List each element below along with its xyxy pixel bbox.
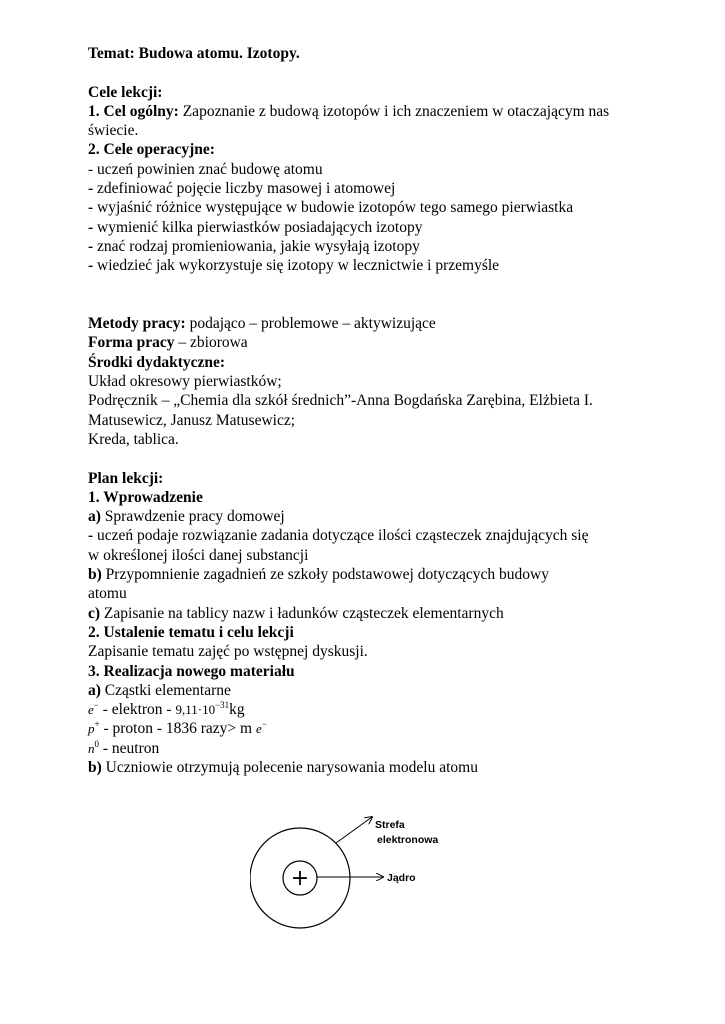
methods-line: Metody pracy: podająco – problemowe – aktywizujące <box>88 315 436 333</box>
operational-goals-heading: 2. Cele operacyjne: <box>88 141 215 159</box>
section-2-text: Zapisanie tematu zajęć po wstępnej dyskusji. <box>88 643 368 661</box>
neutron-line: $n^0$ - neutron <box>88 738 160 757</box>
general-goal: 1. Cel ogólny: Zapoznanie z budową izotopów i ich znaczeniem w otaczającym nas <box>88 102 610 120</box>
section-1b-cont: atomu <box>88 585 127 603</box>
general-goal-cont: świecie. <box>88 122 139 140</box>
aid-item: Układ okresowy pierwiastków; <box>88 373 282 391</box>
shell-label-1: Strefa <box>375 819 405 831</box>
aid-item: Kreda, tablica. <box>88 430 179 448</box>
goal-item: - znać rodzaj promieniowania, jakie wysyłają izotopy <box>88 237 420 255</box>
section-1c: c) Zapisanie na tablicy nazw i ładunków cząsteczek elementarnych <box>88 604 504 622</box>
section-1a-sub-cont: w określonej ilości danej substancji <box>88 546 309 564</box>
section-1a-sub: - uczeń podaje rozwiązanie zadania dotyczące ilości cząsteczek znajdujących się <box>88 527 589 545</box>
nucleus-label: Jądro <box>387 872 416 884</box>
atom-model-diagram <box>250 808 480 948</box>
section-1-heading: 1. Wprowadzenie <box>88 488 203 506</box>
section-3-heading: 3. Realizacja nowego materiału <box>88 662 295 680</box>
goal-item: - zdefiniować pojęcie liczby masowej i atomowej <box>88 180 396 198</box>
aid-item: Matusewicz, Janusz Matusewicz; <box>88 411 296 429</box>
plan-heading: Plan lekcji: <box>88 469 164 487</box>
goals-heading: Cele lekcji: <box>88 83 163 101</box>
electron-line: e− - elektron - $9,11\cdot 10^{-31}kg$ <box>88 700 245 719</box>
proton-line: p+ - proton - 1836 razy> m e− <box>88 719 267 738</box>
section-2-heading: 2. Ustalenie tematu i celu lekcji <box>88 623 294 641</box>
document-page <box>88 44 688 777</box>
section-3a: a) Cząstki elementarne <box>88 681 231 699</box>
goal-item: - wiedzieć jak wykorzystuje się izotopy w lecznictwie i przemyśle <box>88 257 500 275</box>
shell-label-2: elektronowa <box>377 834 439 846</box>
section-1a: a) Sprawdzenie pracy domowej <box>88 508 285 526</box>
section-1b: b) Przypomnienie zagadnień ze szkoły podstawowej dotyczących budowy <box>88 566 550 584</box>
goal-item: - wyjaśnić różnice występujące w budowie izotopów tego samego pierwiastka <box>88 199 574 217</box>
goal-item: - uczeń powinien znać budowę atomu <box>88 160 323 178</box>
shell-arrow <box>336 817 372 843</box>
aid-item: Podręcznik – „Chemia dla szkół średnich”-Anna Bogdańska Zarębina, Elżbieta I. <box>88 392 593 410</box>
form-line: Forma pracy – zbiorowa <box>88 334 248 352</box>
section-3b: b) Uczniowie otrzymują polecenie narysowania modelu atomu <box>88 758 478 776</box>
nucleus-symbol: + <box>290 866 310 891</box>
aids-heading: Środki dydaktyczne: <box>88 353 226 371</box>
goal-item: - wymienić kilka pierwiastków posiadających izotopy <box>88 218 423 236</box>
lesson-title: Temat: Budowa atomu. Izotopy. <box>88 45 300 62</box>
